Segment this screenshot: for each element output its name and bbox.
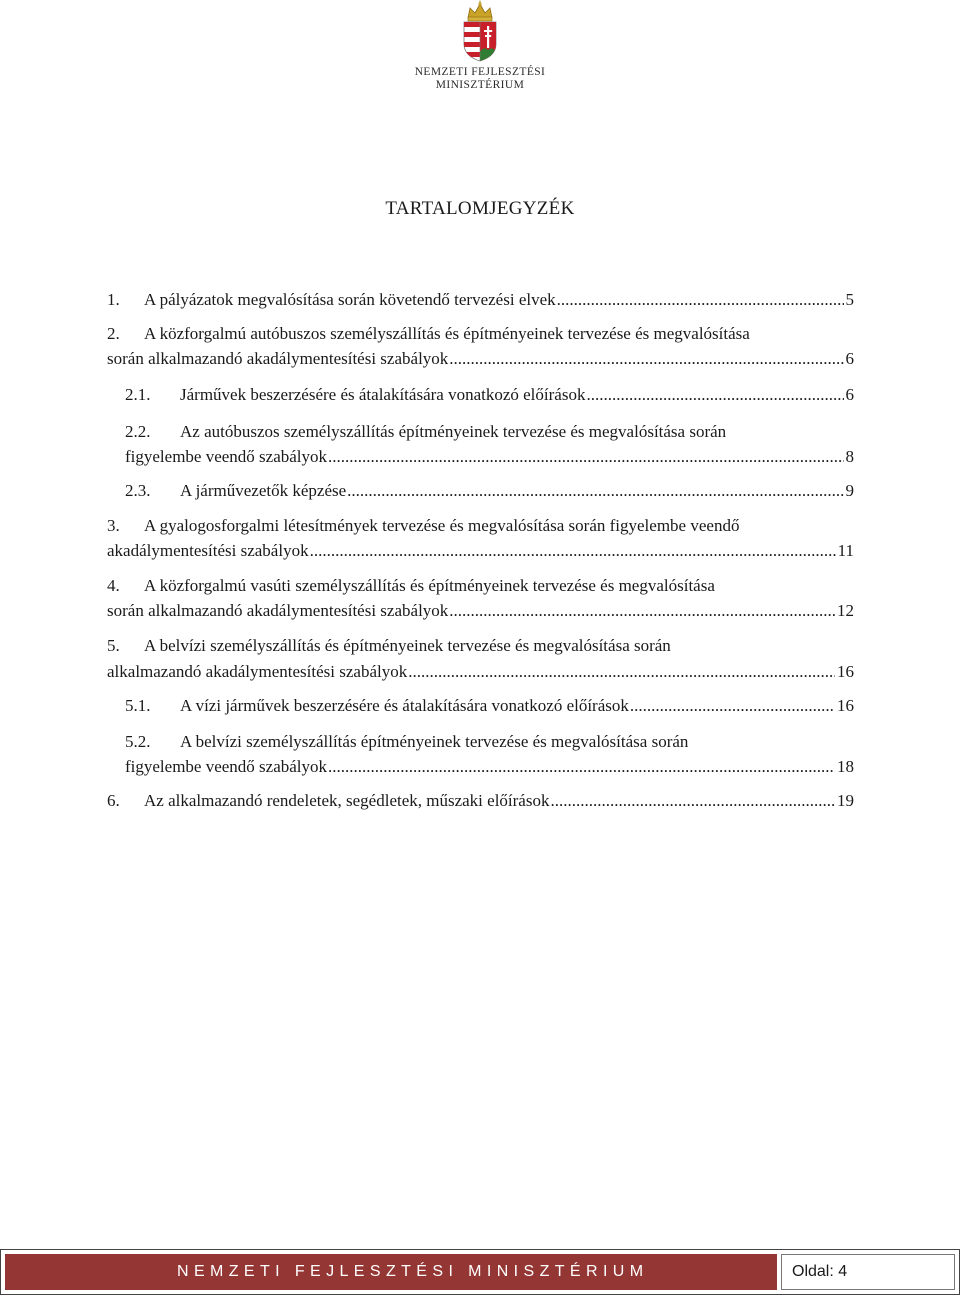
- toc-entry-page: 9: [845, 481, 854, 500]
- toc-entry-page: 16: [837, 662, 854, 681]
- coat-of-arms-icon: [460, 0, 500, 62]
- toc-entry-4-continued[interactable]: [107, 599, 854, 623]
- toc-entry-number: 5.: [107, 636, 120, 655]
- toc-entry-text: során alkalmazandó akadálymentesítési szabályok: [107, 349, 449, 368]
- toc-entry-number: 2.2.: [125, 422, 151, 441]
- footer-ministry-name: NEMZETI FEJLESZTÉSI MINISZTÉRIUM: [5, 1254, 777, 1290]
- toc-entry-page: 6: [845, 349, 854, 368]
- toc-entry-text: A belvízi személyszállítás és építményeinek tervezése és megvalósítása során: [144, 636, 671, 655]
- toc-entry-page: 16: [837, 696, 854, 715]
- toc-entry-text: alkalmazandó akadálymentesítési szabályok: [107, 662, 408, 681]
- toc-entry-page: 8: [845, 447, 854, 466]
- dot-leader: [408, 660, 835, 684]
- toc-entry-number: 6.: [107, 791, 120, 810]
- toc-entry-number: 2.3.: [125, 481, 151, 500]
- toc-entry-text: akadálymentesítési szabályok: [107, 541, 309, 560]
- toc-entry-page: 19: [837, 791, 854, 810]
- toc-entry-6[interactable]: [107, 789, 854, 813]
- toc-entry-page: 18: [837, 757, 854, 776]
- toc-entry-page: 5: [845, 290, 854, 309]
- toc-entry-5-1[interactable]: [125, 694, 854, 718]
- dot-leader: [328, 445, 843, 469]
- toc-entry-4[interactable]: [107, 574, 854, 598]
- dot-leader: [347, 479, 843, 503]
- logo-text-line2: MINISZTÉRIUM: [435, 79, 525, 91]
- toc-entry-1[interactable]: [107, 288, 854, 312]
- toc-entry-text: figyelembe veendő szabályok: [125, 757, 328, 776]
- dot-leader: [310, 539, 836, 563]
- toc-entry-text: figyelembe veendő szabályok: [125, 447, 328, 466]
- toc-entry-text: Járművek beszerzésére és átalakítására vonatkozó előírások: [180, 385, 586, 404]
- toc-entry-3-continued[interactable]: [107, 539, 854, 563]
- toc-entry-text: A vízi járművek beszerzésére és átalakítására vonatkozó előírások: [180, 696, 629, 715]
- dot-leader: [449, 347, 843, 371]
- dot-leader: [586, 383, 843, 407]
- toc-entry-5-2-continued[interactable]: [125, 755, 854, 779]
- toc-entry-2-continued[interactable]: [107, 347, 854, 371]
- toc-entry-3[interactable]: [107, 514, 854, 538]
- toc-entry-text: Az autóbuszos személyszállítás építményeinek tervezése és megvalósítása során: [180, 422, 727, 441]
- toc-entry-text: A járművezetők képzése: [180, 481, 347, 500]
- toc-entry-text: A közforgalmú vasúti személyszállítás és építményeinek tervezése és megvalósítása: [144, 576, 715, 595]
- footer-page-number: Oldal: 4: [781, 1254, 955, 1290]
- dot-leader: [550, 789, 835, 813]
- toc-entry-text: során alkalmazandó akadálymentesítési szabályok: [107, 601, 449, 620]
- toc-entry-2[interactable]: [107, 322, 854, 346]
- toc-entry-page: 12: [837, 601, 854, 620]
- toc-entry-2-2-continued[interactable]: [125, 445, 854, 469]
- dot-leader: [449, 599, 835, 623]
- ministry-logo: [400, 0, 560, 100]
- toc-entry-page: 6: [845, 385, 854, 404]
- dot-leader: [328, 755, 835, 779]
- toc-entry-text: A gyalogosforgalmi létesítmények tervezése és megvalósítása során figyelembe veendő: [144, 516, 740, 535]
- toc-title: TARTALOMJEGYZÉK: [385, 198, 575, 219]
- logo-text-line1: NEMZETI FEJLESZTÉSI: [414, 66, 546, 78]
- toc-entry-number: 2.1.: [125, 385, 151, 404]
- toc-entry-number: 1.: [107, 290, 120, 309]
- toc-entry-2-1[interactable]: [125, 383, 854, 407]
- toc-entry-5[interactable]: [107, 634, 854, 658]
- dot-leader: [557, 288, 844, 312]
- page-footer: [0, 1249, 960, 1295]
- toc-entry-5-continued[interactable]: [107, 660, 854, 684]
- toc-entry-number: 4.: [107, 576, 120, 595]
- toc-entry-page: 11: [837, 541, 854, 560]
- toc-entry-5-2[interactable]: [125, 730, 854, 754]
- toc-entry-number: 3.: [107, 516, 120, 535]
- toc-entry-2-3[interactable]: [125, 479, 854, 503]
- toc-entry-text: A belvízi személyszállítás építményeinek tervezése és megvalósítása során: [180, 732, 689, 751]
- toc-entry-number: 5.2.: [125, 732, 151, 751]
- toc-entry-text: A pályázatok megvalósítása során követendő tervezési elvek: [144, 290, 556, 309]
- toc-entry-2-2[interactable]: [125, 420, 854, 444]
- dot-leader: [630, 694, 835, 718]
- toc-entry-text: Az alkalmazandó rendeletek, segédletek, műszaki előírások: [144, 791, 550, 810]
- toc-entry-number: 5.1.: [125, 696, 151, 715]
- toc-entry-number: 2.: [107, 324, 120, 343]
- toc-entry-text: A közforgalmú autóbuszos személyszállítás és építményeinek tervezése és megvalósítása: [144, 324, 750, 343]
